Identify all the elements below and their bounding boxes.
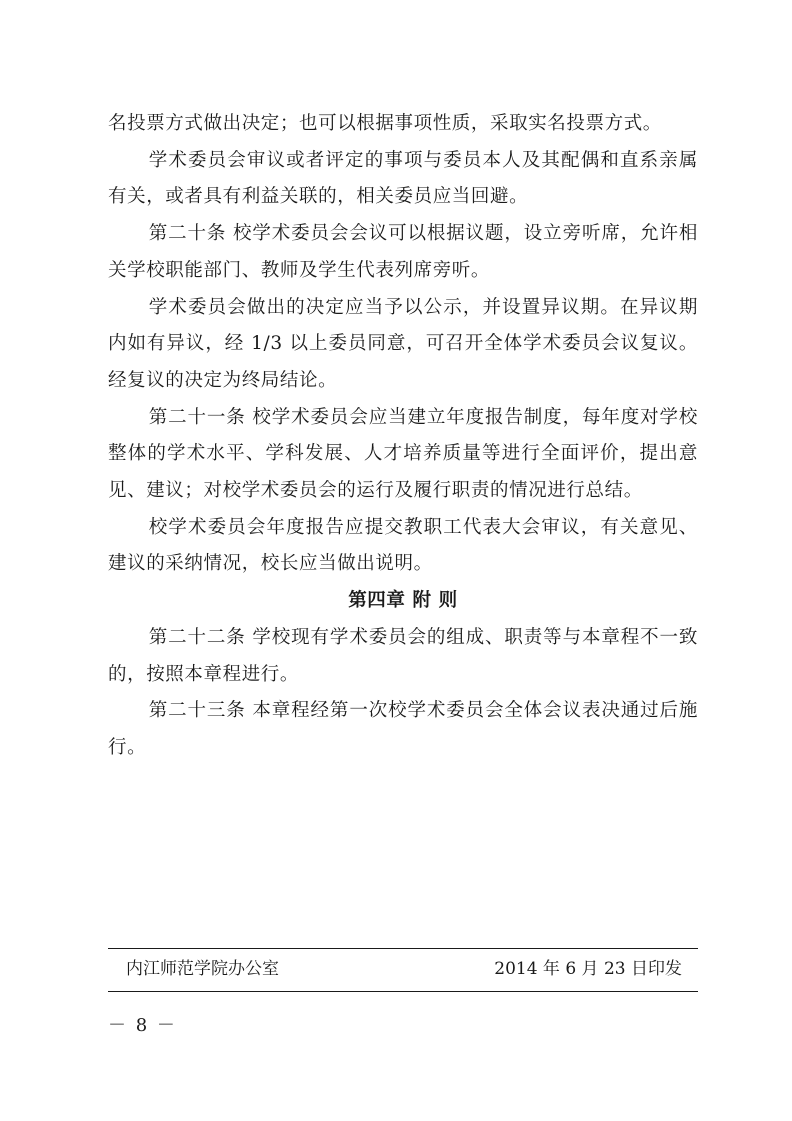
paragraph-recusal: 学术委员会审议或者评定的事项与委员本人及其配偶和直系亲属有关，或者具有利益关联的，相关委员应当回避。 xyxy=(108,149,698,208)
issuer-office: 内江师范学院办公室 xyxy=(126,959,279,979)
document-body xyxy=(108,106,698,767)
paragraph-annual-report: 校学术委员会年度报告应提交教职工代表大会审议，有关意见、建议的采纳情况，校长应当做出说明。 xyxy=(108,516,698,575)
footer-bottom-rule xyxy=(108,991,698,992)
footer-top-rule xyxy=(108,948,698,949)
article-20: 第二十条 校学术委员会会议可以根据议题，设立旁听席，允许相关学校职能部门、教师及学生代表列席旁听。 xyxy=(108,223,698,281)
chapter-heading: 第四章 附 则 xyxy=(348,590,458,612)
footer-issue-info xyxy=(108,952,698,986)
page-number: － 8 － xyxy=(108,1015,177,1036)
article-22: 第二十二条 学校现有学术委员会的组成、职责等与本章程不一致的，按照本章程进行。 xyxy=(108,626,698,685)
issue-date: 2014 年 6 月 23 日印发 xyxy=(494,959,682,979)
article-23: 第二十三条 本章程经第一次校学术委员会全体会议表决通过后施行。 xyxy=(108,700,698,758)
article-21: 第二十一条 校学术委员会应当建立年度报告制度，每年度对学校整体的学术水平、学科发展、人才培养质量等进行全面评价，提出意见、建议；对校学术委员会的运行及履行职责的情况进行总结。 xyxy=(108,406,698,502)
paragraph-objection-period: 学术委员会做出的决定应当予以公示，并设置异议期。在异议期内如有异议，经 1/3 以上委员同意，可召开全体学术委员会议复议。经复议的决定为终局结论。 xyxy=(108,296,698,391)
paragraph-continuation: 名投票方式做出决定；也可以根据事项性质，采取实名投票方式。 xyxy=(108,113,662,134)
